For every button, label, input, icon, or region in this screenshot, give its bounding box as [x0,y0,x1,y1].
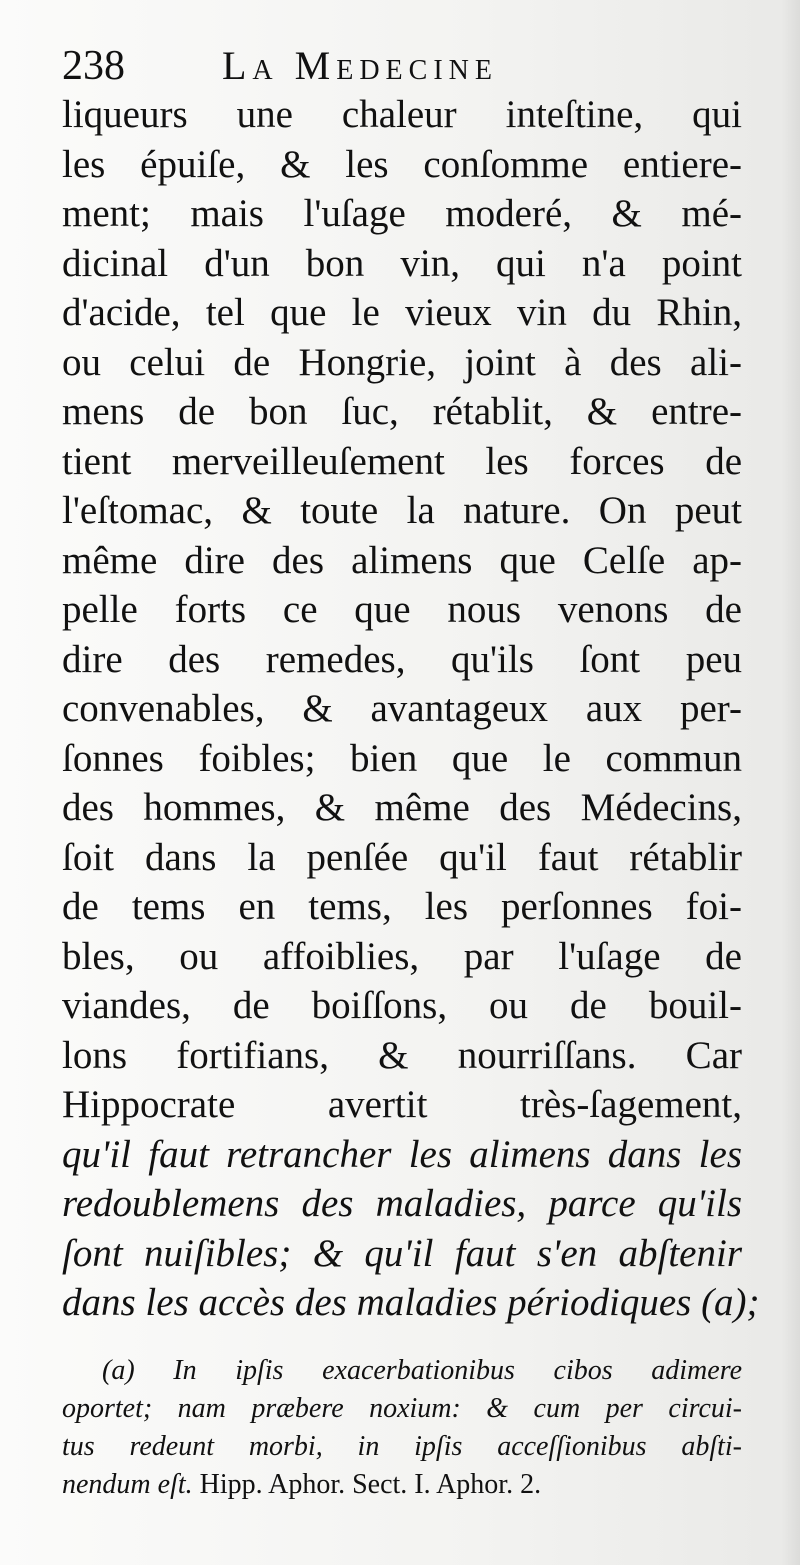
footnote-line [62,1466,742,1504]
footnote-line: tus redeunt morbi, in ipſis acceſſionibus abſti- [62,1431,742,1462]
text-line: liqueurs une chaleur inteſtine, qui [62,93,742,136]
text-line: même dire des alimens que Celſe ap- [62,538,742,582]
page-number: 238 [62,43,125,89]
text-line: ſoit dans la penſée qu'il faut rétablir [62,835,742,879]
text-line: pelle forts ce que nous venons de [62,588,742,631]
text-line: ſonnes foibles; bien que le commun [62,736,742,780]
footnote-citation: Hipp. Aphor. Sect. I. Aphor. 2. [199,1469,542,1500]
quotation-line: dans les accès des maladies périodiques (a); [62,1281,760,1324]
text-line: dire des remedes, qu'ils ſont peu [62,637,742,681]
text-line: l'eſtomac, & toute la nature. On peut [62,489,742,532]
footnote-line: (a) In ipſis exacerbationibus cibos adimere [102,1355,742,1386]
text-line: de tems en tems, les perſonnes foi- [62,885,742,928]
text-line: lons fortifians, & nourriſſans. Car [62,1033,742,1077]
text-line: les épuiſe, & les conſomme entiere- [62,142,742,186]
quotation-line: redoublemens des maladies, parce qu'ils [62,1182,742,1225]
text-line: ou celui de Hongrie, joint à des ali- [62,340,742,384]
footnote-line: oportet; nam præbere noxium: & cum per circui- [62,1393,742,1424]
main-text [62,90,760,1328]
running-head: La Medecine [222,43,498,88]
text-line: tient merveilleuſement les forces de [62,439,742,483]
text-line: mens de bon ſuc, rétablit, & entre- [62,390,742,433]
quotation-line: ſont nuiſibles; & qu'il faut s'en abſtenir [62,1231,742,1275]
footnote [62,1352,742,1504]
footnote-text-end: nendum eſt. [62,1469,193,1500]
text-line: convenables, & avantageux aux per- [62,687,742,730]
text-line: d'acide, tel que le vieux vin du Rhin, [62,291,742,334]
text-line: Hippocrate avertit très-ſagement, [62,1083,742,1126]
text-line: ment; mais l'uſage moderé, & mé- [62,192,742,235]
text-line: des hommes, & même des Médecins, [62,786,742,829]
text-line: viandes, de boiſſons, ou de bouil- [62,984,742,1027]
quotation-line: qu'il faut retrancher les alimens dans les [62,1132,742,1176]
text-line: bles, ou affoiblies, par l'uſage de [62,934,742,978]
text-line: dicinal d'un bon vin, qui n'a point [62,241,742,285]
page-header [62,40,752,92]
